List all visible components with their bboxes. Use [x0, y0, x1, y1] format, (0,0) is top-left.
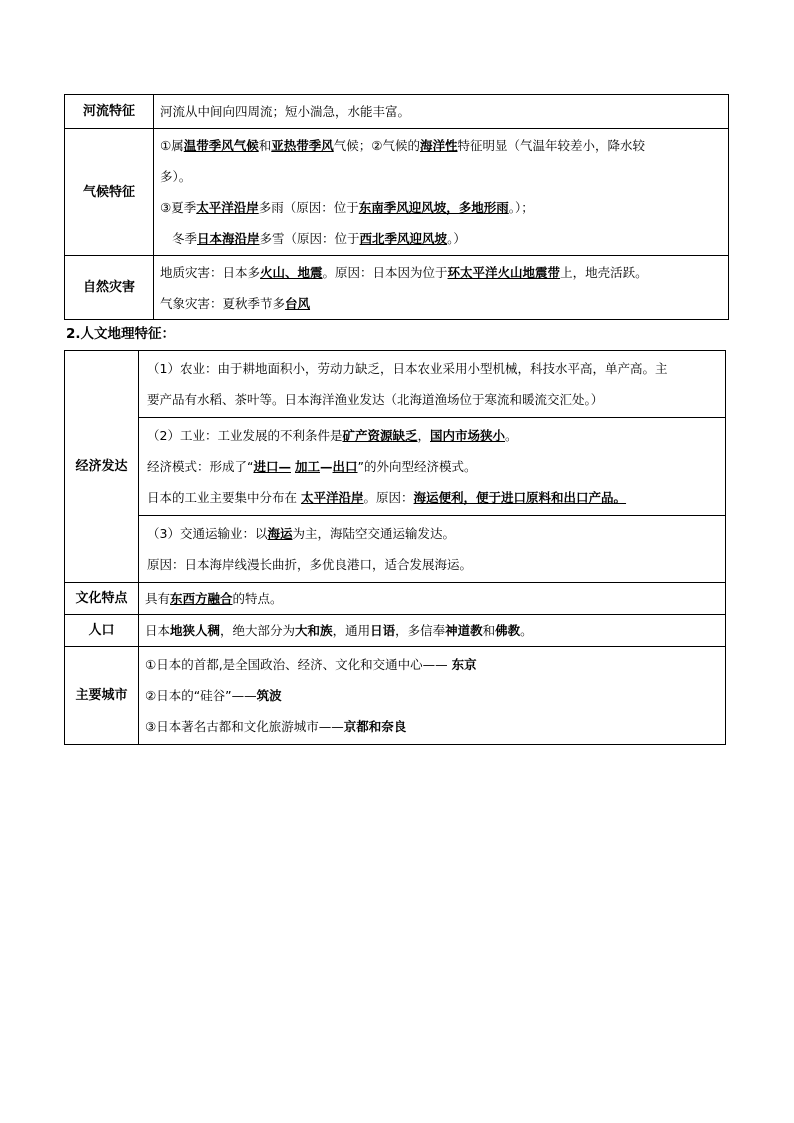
natural-features-table [64, 94, 729, 320]
table-row [65, 256, 729, 320]
table-row [65, 129, 729, 256]
climate-label: 气候特征 [65, 129, 154, 256]
agriculture-line-1: （1）农业：由于耕地面积小，劳动力缺乏，日本农业采用小型机械，科技水平高，单产高。主 [147, 361, 668, 376]
disaster-text [154, 256, 729, 320]
cities-label: 主要城市 [65, 647, 139, 745]
industry-line-1: （2）工业：工业发展的不利条件是矿产资源缺乏，国内市场狭小。 [147, 428, 518, 443]
human-features-table [64, 350, 726, 745]
agriculture-block [139, 351, 725, 418]
economy-cell [139, 351, 726, 583]
climate-line-3: ③夏季太平洋沿岸多雨（原因：位于东南季风迎风坡，多地形雨。）； [160, 200, 534, 215]
transport-block [139, 516, 725, 582]
climate-line-1: ①属温带季风气候和亚热带季风气候；②气候的海洋性特征明显（气温年较差小，降水较 [160, 138, 646, 153]
transport-line-2: 原因：日本海岸线漫长曲折，多优良港口，适合发展海运。 [147, 557, 473, 572]
culture-label: 文化特点 [65, 583, 139, 615]
table-row [65, 583, 726, 615]
industry-line-2: 经济模式：形成了“进口— 加工—出口”的外向型经济模式。 [147, 459, 477, 474]
disaster-line-2: 气象灾害：夏秋季节多台风 [160, 295, 311, 311]
river-label: 河流特征 [65, 95, 154, 129]
table-row [65, 647, 726, 745]
cities-line-2: ②日本的“硅谷”——筑波 [145, 688, 282, 703]
agriculture-line-2: 要产品有水稻、茶叶等。日本海洋渔业发达（北海道渔场位于寒流和暖流交汇处。） [147, 392, 604, 407]
table-row [65, 351, 726, 583]
transport-line-1: （3）交通运输业：以海运为主，海陆空交通运输发达。 [147, 526, 455, 541]
climate-line-4: 冬季日本海沿岸多雪（原因：位于西北季风迎风坡。） [172, 231, 466, 246]
industry-block [139, 418, 725, 516]
climate-text [154, 129, 729, 256]
river-text: 河流从中间向四周流；短小湍急，水能丰富。 [154, 95, 729, 129]
population-text: 日本地狭人稠，绝大部分为大和族，通用日语，多信奉神道教和佛教。 [139, 615, 726, 647]
table-row [65, 615, 726, 647]
cities-line-1: ①日本的首都,是全国政治、经济、文化和交通中心—— 东京 [145, 657, 477, 672]
industry-line-3: 日本的工业主要集中分布在 太平洋沿岸。原因：海运便利，便于进口原料和出口产品。 [147, 490, 627, 505]
cities-text [139, 647, 726, 745]
section-heading: 2.人文地理特征： [66, 326, 176, 342]
cities-line-3: ③日本著名古都和文化旅游城市——京都和奈良 [145, 719, 407, 734]
disaster-label: 自然灾害 [65, 256, 154, 320]
table-row [65, 95, 729, 129]
economy-label: 经济发达 [65, 351, 139, 583]
disaster-line-1: 地质灾害：日本多火山、地震。原因：日本因为位于环太平洋火山地震带上，地壳活跃。 [160, 264, 648, 280]
culture-text: 具有东西方融合的特点。 [139, 583, 726, 615]
climate-line-2: 多）。 [160, 169, 192, 184]
population-label: 人口 [65, 615, 139, 647]
